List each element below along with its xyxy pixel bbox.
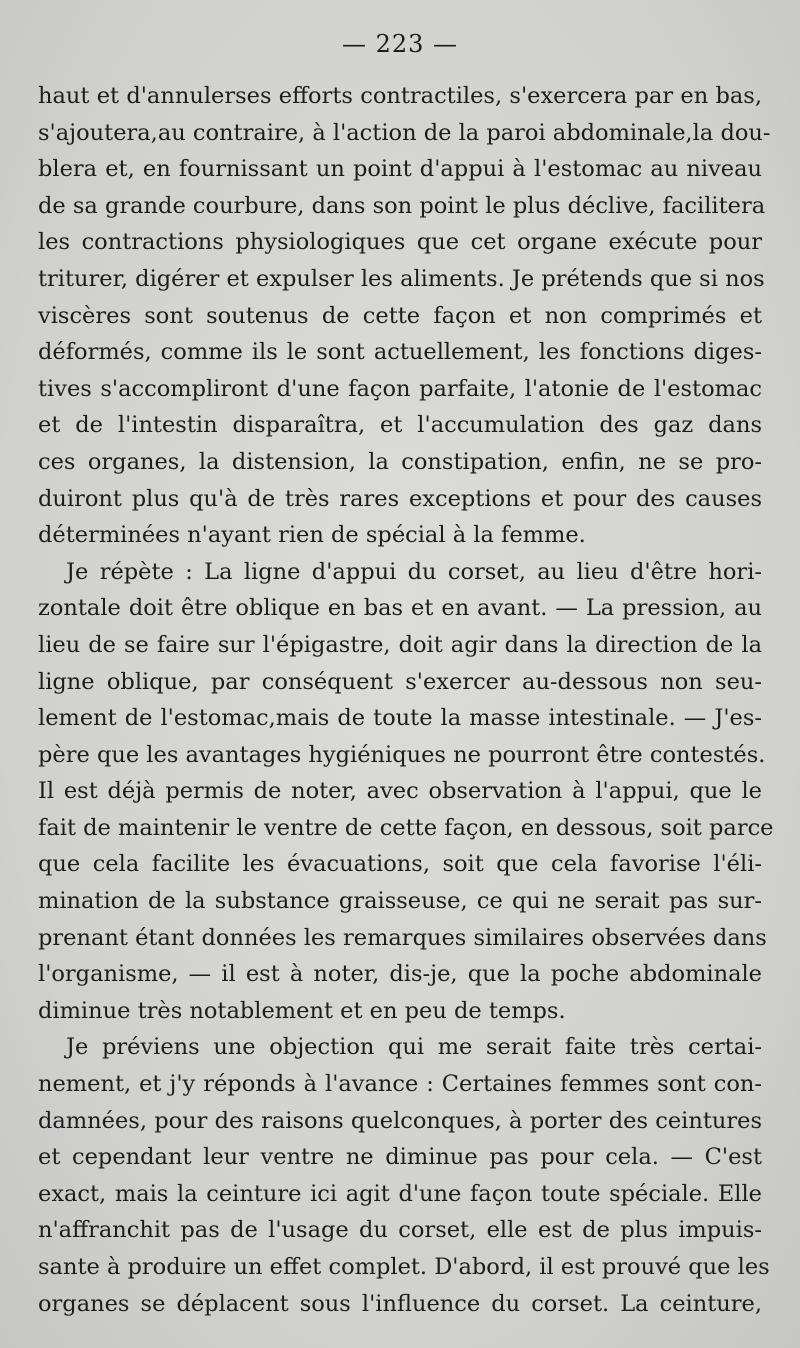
text-line: et de l'intestin disparaîtra, et l'accumulation des gaz dans — [38, 412, 762, 439]
text-line: haut et d'annulerses efforts contractiles, s'exercera par en bas, — [38, 83, 762, 109]
text-line: blera et, en fournissant un point d'appui à l'estomac au niveau — [38, 156, 762, 183]
text-line: damnées, pour des raisons quelconques, à porter des ceintures — [38, 1107, 762, 1134]
text-line: ligne oblique, par conséquent s'exercer au-dessous non seu- — [38, 668, 762, 695]
paragraph — [38, 1029, 770, 1322]
text-line: duiront plus qu'à de très rares exceptions et pour des causes — [38, 485, 762, 512]
text-line: déterminées n'ayant rien de spécial à la femme. — [38, 522, 586, 549]
text-line: zontale doit être oblique en bas et en avant. — La pression, au — [38, 595, 762, 622]
text-line: viscères sont soutenus de cette façon et non comprimés et — [38, 302, 762, 329]
page-number: — 223 — — [341, 30, 459, 58]
text-line: déformés, comme ils le sont actuellement, les fonctions diges- — [38, 339, 762, 366]
text-line: père que les avantages hygiéniques ne pourront être contestés. — [38, 741, 766, 768]
text-line: de sa grande courbure, dans son point le plus déclive, facilitera — [38, 192, 766, 219]
text-line: les contractions physiologiques que cet organe exécute pour — [38, 229, 762, 256]
text-line: prenant étant données les remarques similaires observées dans — [38, 924, 767, 951]
text-body — [38, 78, 774, 1322]
text-line: sante à produire un effet complet. D'abord, il est prouvé que les — [38, 1254, 770, 1280]
text-line: n'affranchit pas de l'usage du corset, elle est de plus impuis- — [38, 1217, 762, 1244]
text-line: organes se déplacent sous l'influence du corset. La ceinture, — [38, 1290, 762, 1317]
text-line: mination de la substance graisseuse, ce qui ne serait pas sur- — [38, 888, 762, 915]
text-line: diminue très notablement et en peu de temps. — [38, 997, 566, 1024]
text-line: ces organes, la distension, la constipation, enfin, ne se pro- — [38, 448, 762, 475]
text-line: lieu de se faire sur l'épigastre, doit agir dans la direction de la — [38, 631, 762, 658]
text-line: lement de l'estomac,mais de toute la masse intestinale. — J'es- — [38, 705, 762, 732]
text-line: fait de maintenir le ventre de cette façon, en dessous, soit parce — [38, 814, 774, 841]
text-line: que cela facilite les évacuations, soit que cela favorise l'éli- — [38, 851, 762, 878]
text-line: triturer, digérer et expulser les aliments. Je prétends que si nos — [38, 265, 765, 292]
paragraph — [38, 554, 774, 1030]
text-line: exact, mais la ceinture ici agit d'une façon toute spéciale. Elle — [38, 1180, 762, 1207]
text-line: Je préviens une objection qui me serait faite très certai- — [66, 1034, 762, 1061]
text-line: tives s'accompliront d'une façon parfaite, l'atonie de l'estomac — [38, 375, 762, 402]
text-line: nement, et j'y réponds à l'avance : Certaines femmes sont con- — [38, 1071, 762, 1098]
text-line: Il est déjà permis de noter, avec observation à l'appui, que le — [38, 778, 762, 805]
text-line: Je répète : La ligne d'appui du corset, au lieu d'être hori- — [66, 558, 762, 585]
text-line: s'ajoutera,au contraire, à l'action de la paroi abdominale,la dou- — [38, 119, 771, 146]
paragraph — [38, 78, 771, 554]
text-line: et cependant leur ventre ne diminue pas pour cela. — C'est — [38, 1144, 762, 1171]
text-line: l'organisme, — il est à noter, dis-je, que la poche abdominale — [38, 961, 762, 988]
